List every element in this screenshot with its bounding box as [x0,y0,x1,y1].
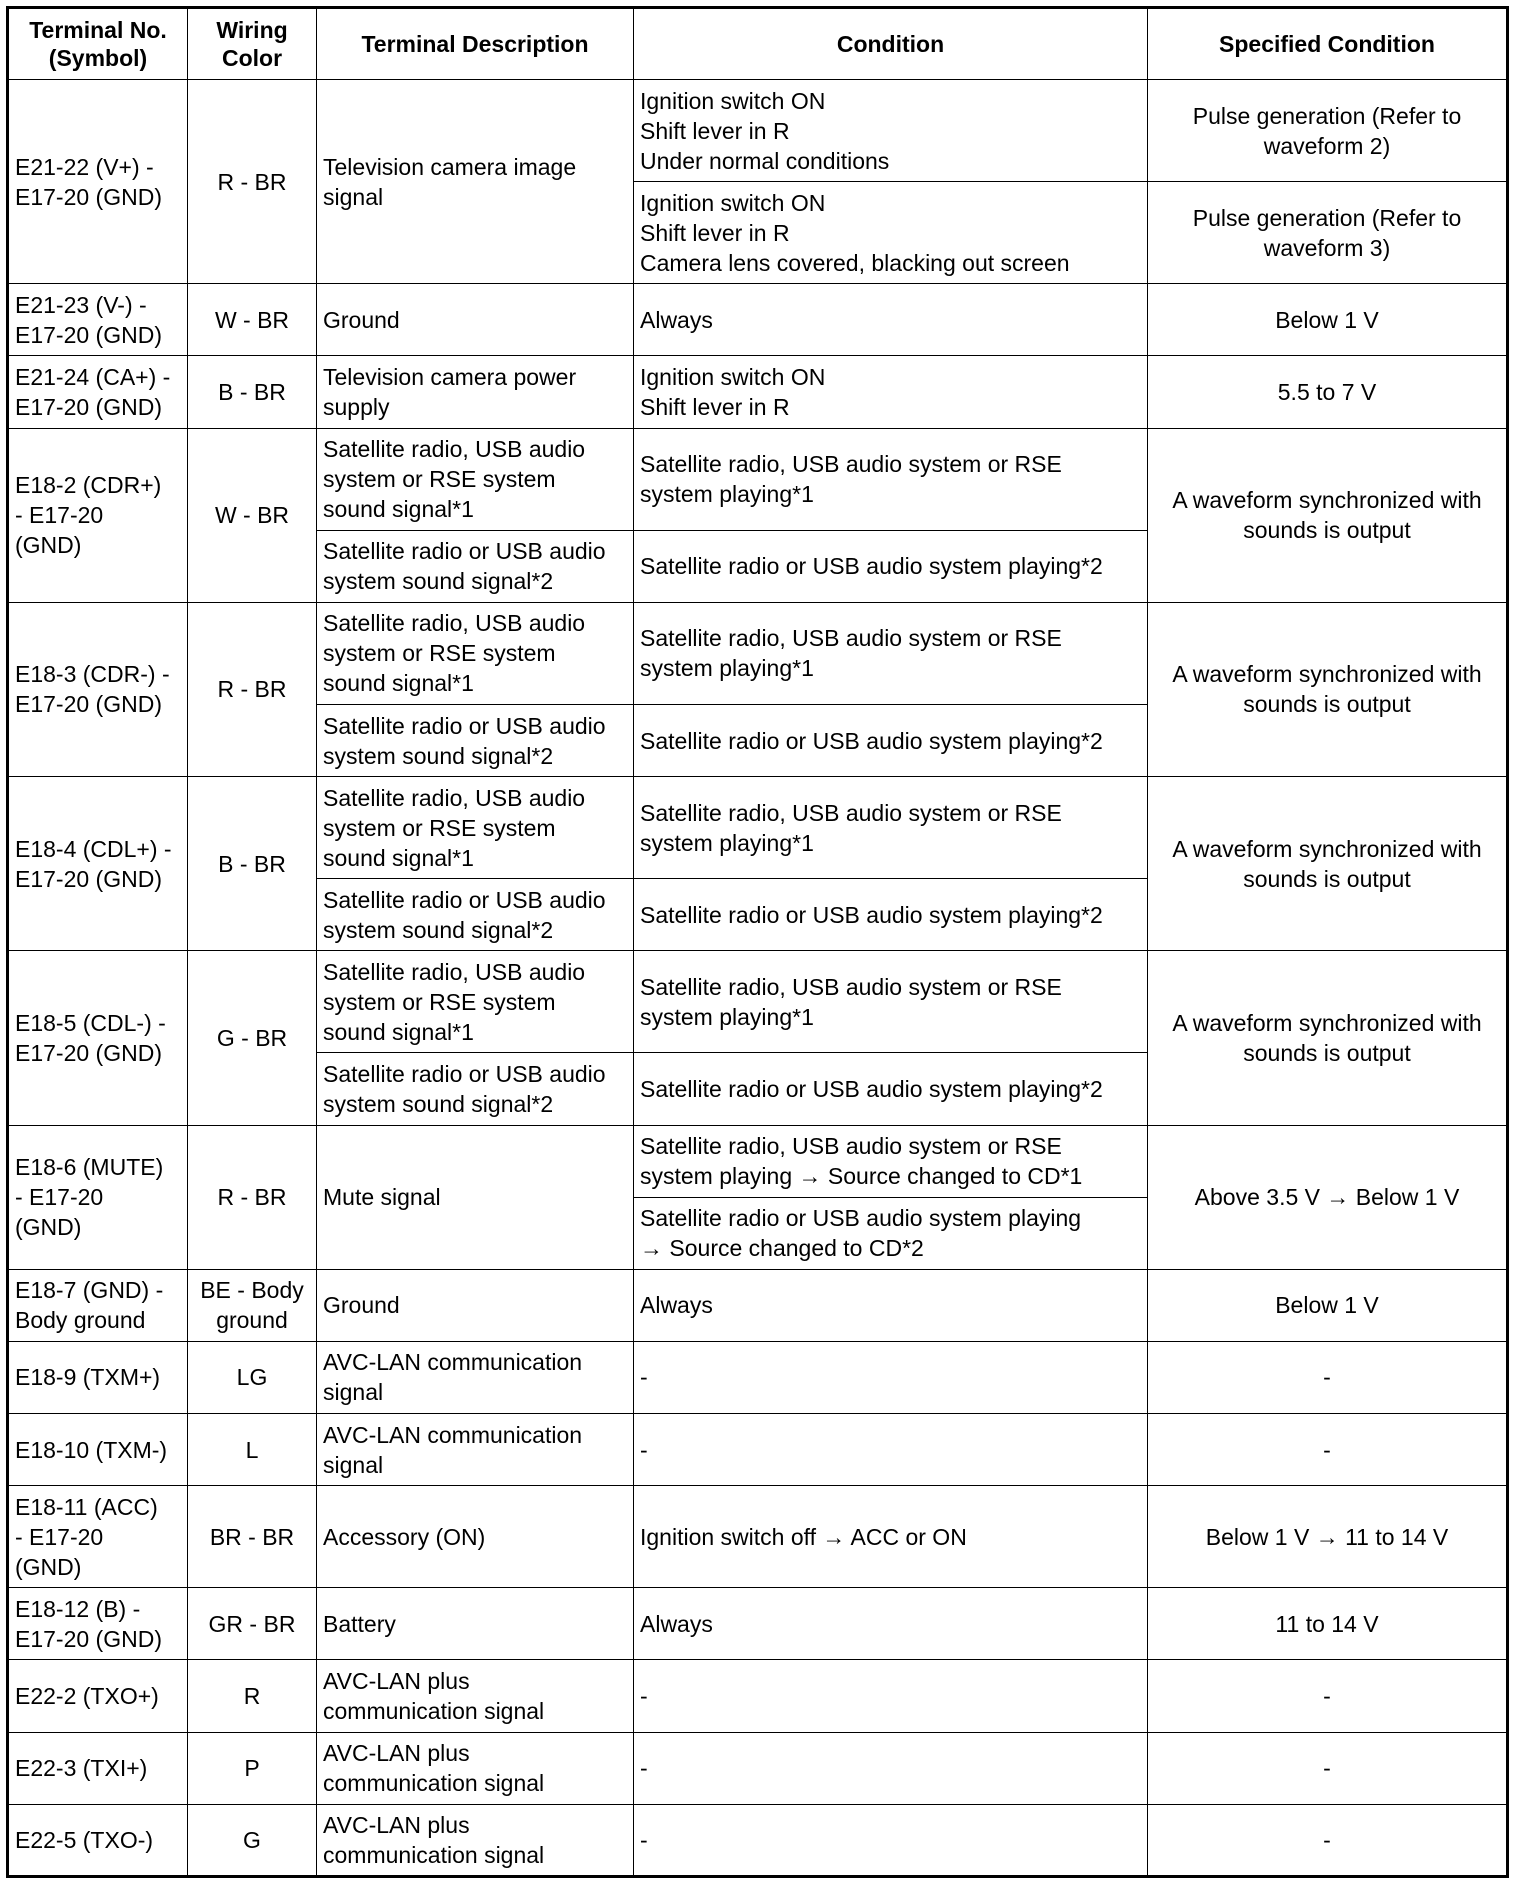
terminal-cell: E18-6 (MUTE) - E17-20 (GND) [8,1125,188,1269]
specified-condition-cell: Below 1 V → 11 to 14 V [1148,1486,1508,1588]
condition-cell: Satellite radio, USB audio system or RSE system playing*1 [634,777,1148,879]
condition-cell: Always [634,284,1148,356]
description-cell: Satellite radio, USB audio system or RSE system sound signal*1 [317,777,634,879]
terminal-cell: E18-5 (CDL-) - E17-20 (GND) [8,951,188,1125]
specified-condition-cell: 11 to 14 V [1148,1588,1508,1660]
description-cell: Satellite radio, USB audio system or RSE system sound signal*1 [317,602,634,704]
description-cell: Mute signal [317,1125,634,1269]
description-cell: Satellite radio, USB audio system or RSE system sound signal*1 [317,428,634,530]
terminal-cell: E22-2 (TXO+) [8,1660,188,1732]
description-cell: AVC-LAN plus communication signal [317,1660,634,1732]
wiring-color-cell: BE - Body ground [188,1269,317,1341]
table-row [8,356,1508,428]
description-cell: AVC-LAN communication signal [317,1341,634,1413]
condition-cell: Always [634,1269,1148,1341]
terminal-cell: E21-23 (V-) - E17-20 (GND) [8,284,188,356]
condition-cell: Satellite radio, USB audio system or RSE system playing*1 [634,951,1148,1053]
wiring-color-cell: B - BR [188,356,317,428]
condition-cell: Ignition switch ON Shift lever in R Under normal conditions [634,80,1148,182]
condition-cell: Satellite radio or USB audio system playing*2 [634,1053,1148,1125]
specified-condition-cell: - [1148,1660,1508,1732]
specified-condition-cell: Pulse generation (Refer to waveform 3) [1148,182,1508,284]
terminal-cell: E22-3 (TXI+) [8,1732,188,1804]
wiring-color-cell: R - BR [188,602,317,776]
wiring-color-cell: B - BR [188,777,317,951]
terminal-cell: E21-22 (V+) - E17-20 (GND) [8,80,188,284]
wiring-color-cell: R - BR [188,80,317,284]
table-row [8,1269,1508,1341]
wiring-color-cell: GR - BR [188,1588,317,1660]
wiring-color-cell: L [188,1414,317,1486]
condition-cell: - [634,1341,1148,1413]
table-row [8,777,1508,879]
condition-cell: Satellite radio, USB audio system or RSE system playing → Source changed to CD*1 [634,1125,1148,1197]
table-row [8,1804,1508,1876]
description-cell: Accessory (ON) [317,1486,634,1588]
terminal-cell: E18-2 (CDR+) - E17-20 (GND) [8,428,188,602]
wiring-color-cell: W - BR [188,428,317,602]
condition-cell: Always [634,1588,1148,1660]
terminal-cell: E18-11 (ACC) - E17-20 (GND) [8,1486,188,1588]
table-row [8,1588,1508,1660]
table-row [8,80,1508,182]
condition-cell: Satellite radio or USB audio system playing → Source changed to CD*2 [634,1197,1148,1269]
wiring-color-cell: W - BR [188,284,317,356]
specified-condition-cell: A waveform synchronized with sounds is output [1148,777,1508,951]
table-row [8,1486,1508,1588]
table-row [8,428,1508,530]
wiring-color-cell: BR - BR [188,1486,317,1588]
condition-cell: - [634,1732,1148,1804]
header-row [8,8,1508,80]
terminal-cell: E18-12 (B) - E17-20 (GND) [8,1588,188,1660]
condition-cell: Satellite radio, USB audio system or RSE system playing*1 [634,602,1148,704]
wiring-color-cell: LG [188,1341,317,1413]
description-cell: Satellite radio or USB audio system sound signal*2 [317,704,634,776]
specified-condition-cell: 5.5 to 7 V [1148,356,1508,428]
header-terminal-description: Terminal Description [317,8,634,80]
description-cell: AVC-LAN plus communication signal [317,1804,634,1876]
terminal-cell: E18-7 (GND) - Body ground [8,1269,188,1341]
terminal-cell: E21-24 (CA+) - E17-20 (GND) [8,356,188,428]
specified-condition-cell: Above 3.5 V → Below 1 V [1148,1125,1508,1269]
wiring-color-cell: G [188,1804,317,1876]
condition-cell: - [634,1660,1148,1732]
description-cell: Ground [317,1269,634,1341]
specified-condition-cell: A waveform synchronized with sounds is output [1148,602,1508,776]
specified-condition-cell: - [1148,1732,1508,1804]
terminal-cell: E18-9 (TXM+) [8,1341,188,1413]
description-cell: Television camera power supply [317,356,634,428]
terminal-cell: E18-10 (TXM-) [8,1414,188,1486]
table-row [8,1125,1508,1197]
table-row [8,951,1508,1053]
description-cell: Ground [317,284,634,356]
header-condition: Condition [634,8,1148,80]
condition-cell: Satellite radio or USB audio system playing*2 [634,530,1148,602]
wiring-color-cell: R [188,1660,317,1732]
header-wiring-color: Wiring Color [188,8,317,80]
description-cell: AVC-LAN plus communication signal [317,1732,634,1804]
terminal-cell: E22-5 (TXO-) [8,1804,188,1876]
condition-cell: Ignition switch ON Shift lever in R [634,356,1148,428]
table-row [8,284,1508,356]
terminal-specification-table [6,6,1509,1878]
condition-cell: Ignition switch ON Shift lever in R Camera lens covered, blacking out screen [634,182,1148,284]
terminal-cell: E18-3 (CDR-) - E17-20 (GND) [8,602,188,776]
description-cell: Satellite radio, USB audio system or RSE system sound signal*1 [317,951,634,1053]
specified-condition-cell: - [1148,1341,1508,1413]
specified-condition-cell: Below 1 V [1148,1269,1508,1341]
description-cell: Satellite radio or USB audio system sound signal*2 [317,879,634,951]
table-row [8,1414,1508,1486]
wiring-color-cell: P [188,1732,317,1804]
wiring-color-cell: G - BR [188,951,317,1125]
specified-condition-cell: - [1148,1804,1508,1876]
condition-cell: - [634,1414,1148,1486]
condition-cell: Satellite radio or USB audio system playing*2 [634,879,1148,951]
condition-cell: Satellite radio, USB audio system or RSE system playing*1 [634,428,1148,530]
condition-cell: Ignition switch off → ACC or ON [634,1486,1148,1588]
specified-condition-cell: A waveform synchronized with sounds is output [1148,951,1508,1125]
terminal-cell: E18-4 (CDL+) - E17-20 (GND) [8,777,188,951]
description-cell: Battery [317,1588,634,1660]
table-row [8,1732,1508,1804]
table-row [8,1660,1508,1732]
specified-condition-cell: Below 1 V [1148,284,1508,356]
specified-condition-cell: A waveform synchronized with sounds is output [1148,428,1508,602]
header-terminal-no: Terminal No. (Symbol) [8,8,188,80]
wiring-color-cell: R - BR [188,1125,317,1269]
description-cell: AVC-LAN communication signal [317,1414,634,1486]
condition-cell: Satellite radio or USB audio system playing*2 [634,704,1148,776]
description-cell: Satellite radio or USB audio system sound signal*2 [317,1053,634,1125]
condition-cell: - [634,1804,1148,1876]
table-row [8,1341,1508,1413]
specified-condition-cell: - [1148,1414,1508,1486]
header-specified-condition: Specified Condition [1148,8,1508,80]
description-cell: Satellite radio or USB audio system sound signal*2 [317,530,634,602]
specified-condition-cell: Pulse generation (Refer to waveform 2) [1148,80,1508,182]
table-row [8,602,1508,704]
description-cell: Television camera image signal [317,80,634,284]
